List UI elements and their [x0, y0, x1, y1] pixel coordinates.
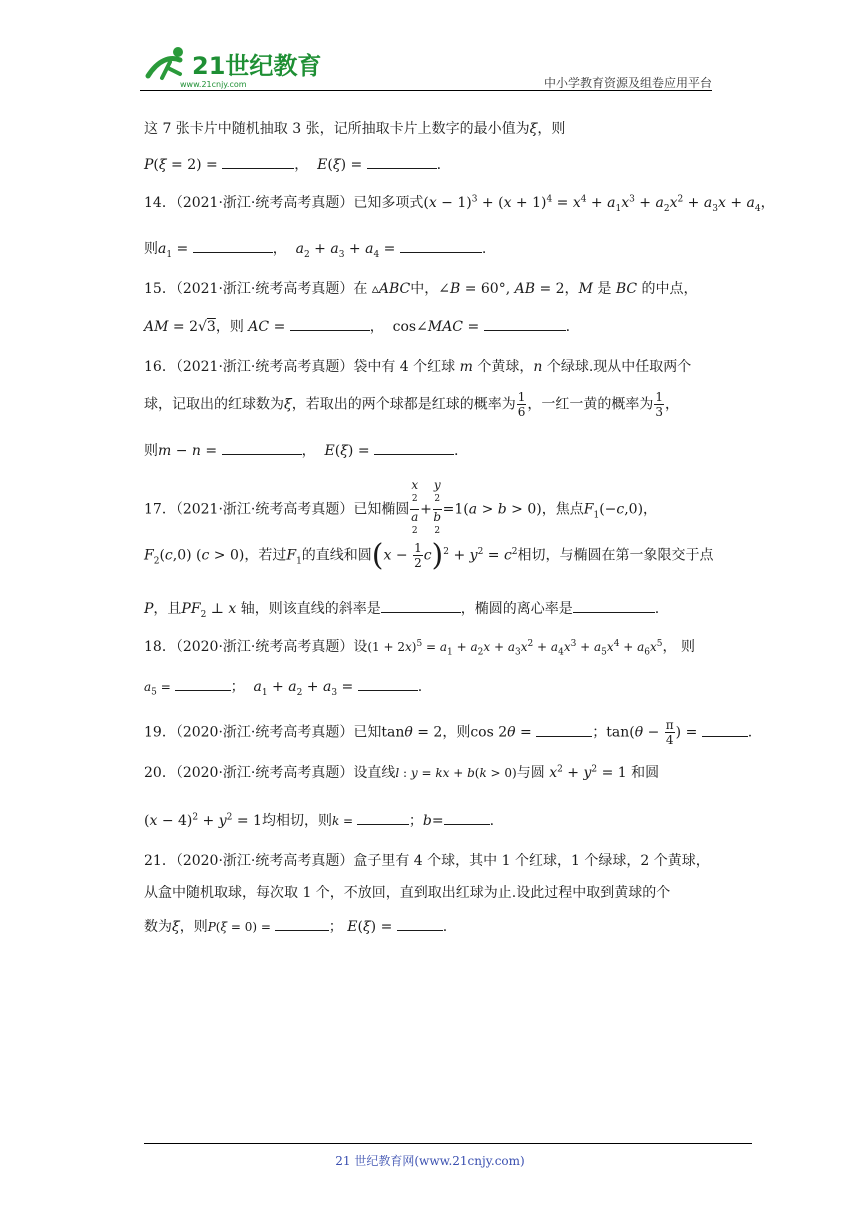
answer-blank[interactable]: [275, 916, 329, 931]
problem-21-line-2: 从盒中随机取球，每次取 1 个，不放回，直到取出红球为止.设此过程中取到黄球的个: [144, 885, 671, 901]
problem-19-line-1: 19．（2020·浙江·统考高考真题）已知tanθ = 2，则cos 2θ = ；tan(θ − $\frac{\pi}{4}$ ) = .: [144, 718, 753, 747]
answer-blank[interactable]: [290, 316, 370, 331]
answer-blank[interactable]: [400, 238, 482, 253]
page-footer: 21 世纪教育网(www.21cnjy.com): [335, 1154, 525, 1168]
problem-15-line-2: AM = 2√3，则 AC = ， cos∠MAC = .: [144, 316, 570, 336]
answer-blank[interactable]: [484, 316, 566, 331]
problem-16-line-3: 则m − n = ， E(ξ) = .: [144, 440, 458, 460]
answer-blank[interactable]: [357, 810, 409, 825]
answer-blank[interactable]: [374, 440, 454, 455]
problem-16-line-2: 球，记取出的红球数为ξ，若取出的两个球都是红球的概率为 $\frac{1}{6}$ ，一红一黄的概率为 $\frac{1}{3}$ ，: [144, 390, 679, 419]
answer-blank[interactable]: [573, 598, 655, 613]
answer-blank[interactable]: [381, 598, 461, 613]
answer-blank[interactable]: [222, 440, 302, 455]
answer-blank[interactable]: [367, 154, 437, 169]
problem-13-line-1: 这 7 张卡片中随机抽取 3 张，记所抽取卡片上数字的最小值为ξ，则: [144, 121, 566, 137]
problem-16-line-1: 16．（2021·浙江·统考高考真题）袋中有 4 个红球 m 个黄球，n 个绿球.现从中任取两个: [144, 359, 692, 375]
problem-20-line-1: 20．（2020·浙江·统考高考真题）设直线l : y = kx + b(k > 0)与圆 $x^2 + y^2 = 1$ 和圆: [144, 764, 660, 781]
problem-21-line-1: 21．（2020·浙江·统考高考真题）盒子里有 4 个球，其中 1 个红球，1 个绿球，2 个黄球，: [144, 853, 710, 869]
problem-13-line-2: P(ξ = 2) = ， E(ξ) = .: [144, 154, 441, 174]
problem-14-line-2: 则$a_1$ = ， $a_2 + a_3 + a_4$ = .: [144, 238, 486, 260]
problem-20-line-2: $(x - 4)^2 + y^2 = 1$均相切，则k = ；b= .: [144, 810, 494, 830]
problem-15-line-1: 15．（2021·浙江·统考高考真题）在 ▵ABC中，∠B = 60°, AB = 2，M 是 BC 的中点，: [144, 281, 698, 297]
header-divider: [140, 90, 712, 91]
answer-blank[interactable]: [536, 722, 592, 737]
problem-14-line-1: 14．（2021·浙江·统考高考真题）已知多项式$(x - 1)^3 + (x + 1)^4 = x^4 + a_1x^3 + a_2x^2 + a_3x + a_4$，: [144, 194, 775, 214]
site-logo: [140, 42, 340, 92]
page-header: [140, 42, 712, 92]
logo-text: 21世纪教育: [192, 52, 322, 80]
footer-divider: [144, 1143, 752, 1144]
answer-blank[interactable]: [175, 676, 231, 691]
answer-blank[interactable]: [193, 238, 273, 253]
answer-blank[interactable]: [702, 722, 748, 737]
site-tagline: 中小学教育资源及组卷应用平台: [543, 76, 712, 90]
answer-blank[interactable]: [444, 810, 490, 825]
logo-url: www.21cnjy.com: [180, 80, 247, 89]
problem-21-line-3: 数为ξ，则P(ξ = 0) = ； E(ξ) = .: [144, 916, 447, 936]
problem-18-line-2: $a_5$ = ； $a_1 + a_2 + a_3$ = .: [144, 676, 422, 698]
answer-blank[interactable]: [222, 154, 294, 169]
problem-18-line-1: 18．（2020·浙江·统考高考真题）设$(1 + 2x)^5 = a_1 + a_2x + a_3x^2 + a_4x^3 + a_5x^4 + a_6x^5$， 则: [144, 639, 695, 658]
answer-blank[interactable]: [358, 676, 418, 691]
problem-17-line-2: $F_2(c,0) (c > 0)$，若过$F_1$的直线和圆(x − $\frac{1}{2}$ $c)^2 + y^2 = c^2$相切，与椭圆在第一象限交于点: [144, 538, 714, 573]
problem-17-line-1: 17．（2021·浙江·统考高考真题）已知椭圆 x $^2$ a $^2$ + y $^2$ b $^2$ =1(a > b > 0)，焦点$F_1(-c,0)$，: [144, 478, 658, 536]
answer-blank[interactable]: [397, 916, 443, 931]
problem-17-line-3: P，且$PF_2$ ⊥ x 轴，则该直线的斜率是 ，椭圆的离心率是 .: [144, 598, 659, 620]
